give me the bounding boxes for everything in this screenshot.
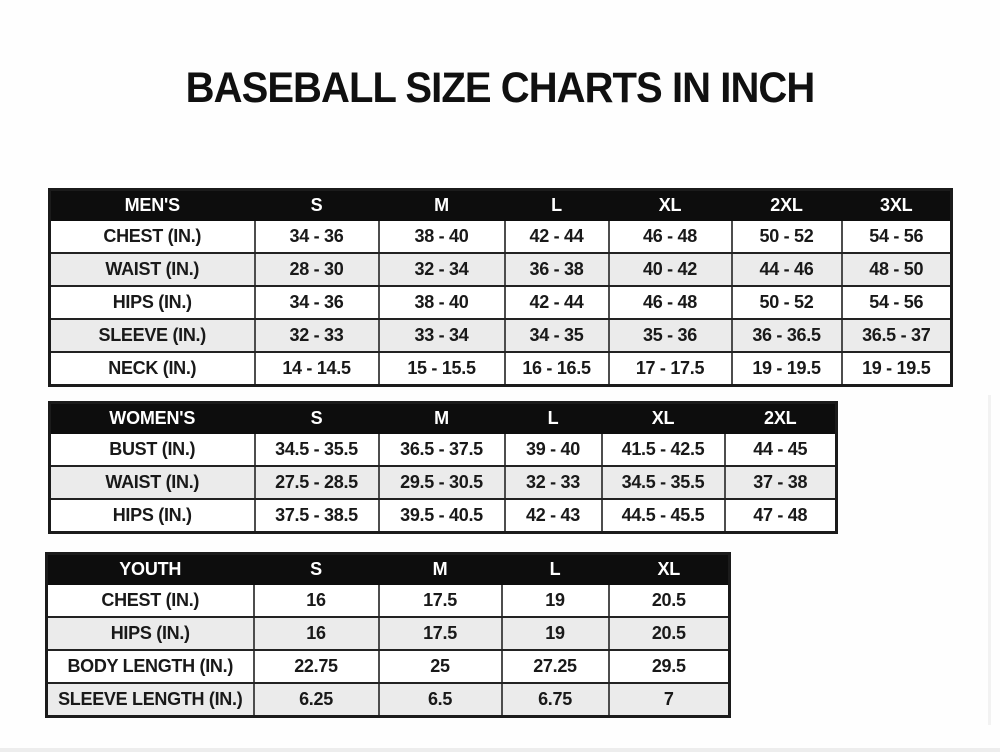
table-row: [47, 650, 730, 683]
size-value: 39 - 40: [505, 433, 602, 466]
size-value: 34.5 - 35.5: [255, 433, 379, 466]
size-value: 17.5: [379, 617, 502, 650]
table-row: [50, 499, 837, 533]
size-column-header: M: [379, 403, 505, 434]
measurement-label: HIPS (IN.): [47, 617, 254, 650]
size-value: 34 - 35: [505, 319, 609, 352]
size-column-header: L: [505, 190, 609, 221]
size-value: 54 - 56: [842, 220, 952, 253]
size-value: 44 - 46: [732, 253, 842, 286]
page-title: BASEBALL SIZE CHARTS IN INCH: [185, 64, 815, 112]
size-value: 33 - 34: [379, 319, 505, 352]
size-value: 47 - 48: [725, 499, 837, 533]
size-value: 50 - 52: [732, 220, 842, 253]
measurement-label: BUST (IN.): [50, 433, 255, 466]
size-value: 37.5 - 38.5: [255, 499, 379, 533]
measurement-label: HIPS (IN.): [50, 286, 255, 319]
measurement-label: CHEST (IN.): [50, 220, 255, 253]
size-value: 20.5: [609, 617, 730, 650]
size-value: 16: [254, 584, 379, 617]
header-row: [47, 554, 730, 585]
measurement-label: HIPS (IN.): [50, 499, 255, 533]
scan-artifact: [0, 748, 1000, 752]
size-value: 25: [379, 650, 502, 683]
size-value: 19 - 19.5: [842, 352, 952, 386]
size-column-header: S: [254, 554, 379, 585]
header-row: [50, 403, 837, 434]
measurement-label: CHEST (IN.): [47, 584, 254, 617]
size-column-header: 3XL: [842, 190, 952, 221]
table-row: [47, 584, 730, 617]
table-row: [47, 617, 730, 650]
size-value: 32 - 33: [255, 319, 379, 352]
size-column-header: XL: [609, 190, 732, 221]
size-value: 22.75: [254, 650, 379, 683]
size-value: 34 - 36: [255, 286, 379, 319]
size-column-header: L: [505, 403, 602, 434]
size-value: 36.5 - 37: [842, 319, 952, 352]
size-value: 48 - 50: [842, 253, 952, 286]
size-value: 7: [609, 683, 730, 717]
size-value: 50 - 52: [732, 286, 842, 319]
size-value: 44 - 45: [725, 433, 837, 466]
size-value: 15 - 15.5: [379, 352, 505, 386]
size-value: 42 - 43: [505, 499, 602, 533]
table-row: [50, 319, 952, 352]
size-column-header: 2XL: [732, 190, 842, 221]
size-value: 38 - 40: [379, 286, 505, 319]
size-value: 29.5: [609, 650, 730, 683]
size-value: 34 - 36: [255, 220, 379, 253]
group-label: MEN'S: [50, 190, 255, 221]
size-column-header: XL: [609, 554, 730, 585]
size-value: 34.5 - 35.5: [602, 466, 725, 499]
group-label: WOMEN'S: [50, 403, 255, 434]
size-value: 27.25: [502, 650, 609, 683]
size-value: 42 - 44: [505, 286, 609, 319]
size-value: 29.5 - 30.5: [379, 466, 505, 499]
group-label: YOUTH: [47, 554, 254, 585]
table-row: [50, 433, 837, 466]
measurement-label: NECK (IN.): [50, 352, 255, 386]
size-column-header: S: [255, 190, 379, 221]
size-value: 37 - 38: [725, 466, 837, 499]
size-value: 54 - 56: [842, 286, 952, 319]
measurement-label: BODY LENGTH (IN.): [47, 650, 254, 683]
table-row: [50, 352, 952, 386]
size-column-header: 2XL: [725, 403, 837, 434]
size-column-header: M: [379, 554, 502, 585]
size-value: 19: [502, 617, 609, 650]
size-value: 42 - 44: [505, 220, 609, 253]
mens-size-table: [48, 188, 953, 387]
table-row: [50, 466, 837, 499]
size-value: 46 - 48: [609, 220, 732, 253]
measurement-label: SLEEVE LENGTH (IN.): [47, 683, 254, 717]
size-value: 36 - 36.5: [732, 319, 842, 352]
size-value: 36.5 - 37.5: [379, 433, 505, 466]
size-value: 46 - 48: [609, 286, 732, 319]
size-value: 39.5 - 40.5: [379, 499, 505, 533]
size-value: 41.5 - 42.5: [602, 433, 725, 466]
size-value: 28 - 30: [255, 253, 379, 286]
table-row: [47, 683, 730, 717]
size-value: 17.5: [379, 584, 502, 617]
size-value: 6.5: [379, 683, 502, 717]
size-value: 6.75: [502, 683, 609, 717]
table-row: [50, 286, 952, 319]
size-column-header: S: [255, 403, 379, 434]
table-row: [50, 253, 952, 286]
size-value: 38 - 40: [379, 220, 505, 253]
size-column-header: L: [502, 554, 609, 585]
header-row: [50, 190, 952, 221]
size-value: 27.5 - 28.5: [255, 466, 379, 499]
size-column-header: XL: [602, 403, 725, 434]
size-value: 17 - 17.5: [609, 352, 732, 386]
measurement-label: WAIST (IN.): [50, 253, 255, 286]
size-value: 20.5: [609, 584, 730, 617]
size-value: 44.5 - 45.5: [602, 499, 725, 533]
youth-size-table: [45, 552, 731, 718]
size-value: 14 - 14.5: [255, 352, 379, 386]
size-value: 16: [254, 617, 379, 650]
size-value: 35 - 36: [609, 319, 732, 352]
table-row: [50, 220, 952, 253]
size-value: 32 - 34: [379, 253, 505, 286]
size-value: 6.25: [254, 683, 379, 717]
size-value: 36 - 38: [505, 253, 609, 286]
size-value: 32 - 33: [505, 466, 602, 499]
womens-size-table: [48, 401, 838, 534]
size-value: 16 - 16.5: [505, 352, 609, 386]
measurement-label: WAIST (IN.): [50, 466, 255, 499]
scan-artifact: [988, 395, 991, 725]
measurement-label: SLEEVE (IN.): [50, 319, 255, 352]
size-value: 40 - 42: [609, 253, 732, 286]
size-value: 19: [502, 584, 609, 617]
size-column-header: M: [379, 190, 505, 221]
size-value: 19 - 19.5: [732, 352, 842, 386]
